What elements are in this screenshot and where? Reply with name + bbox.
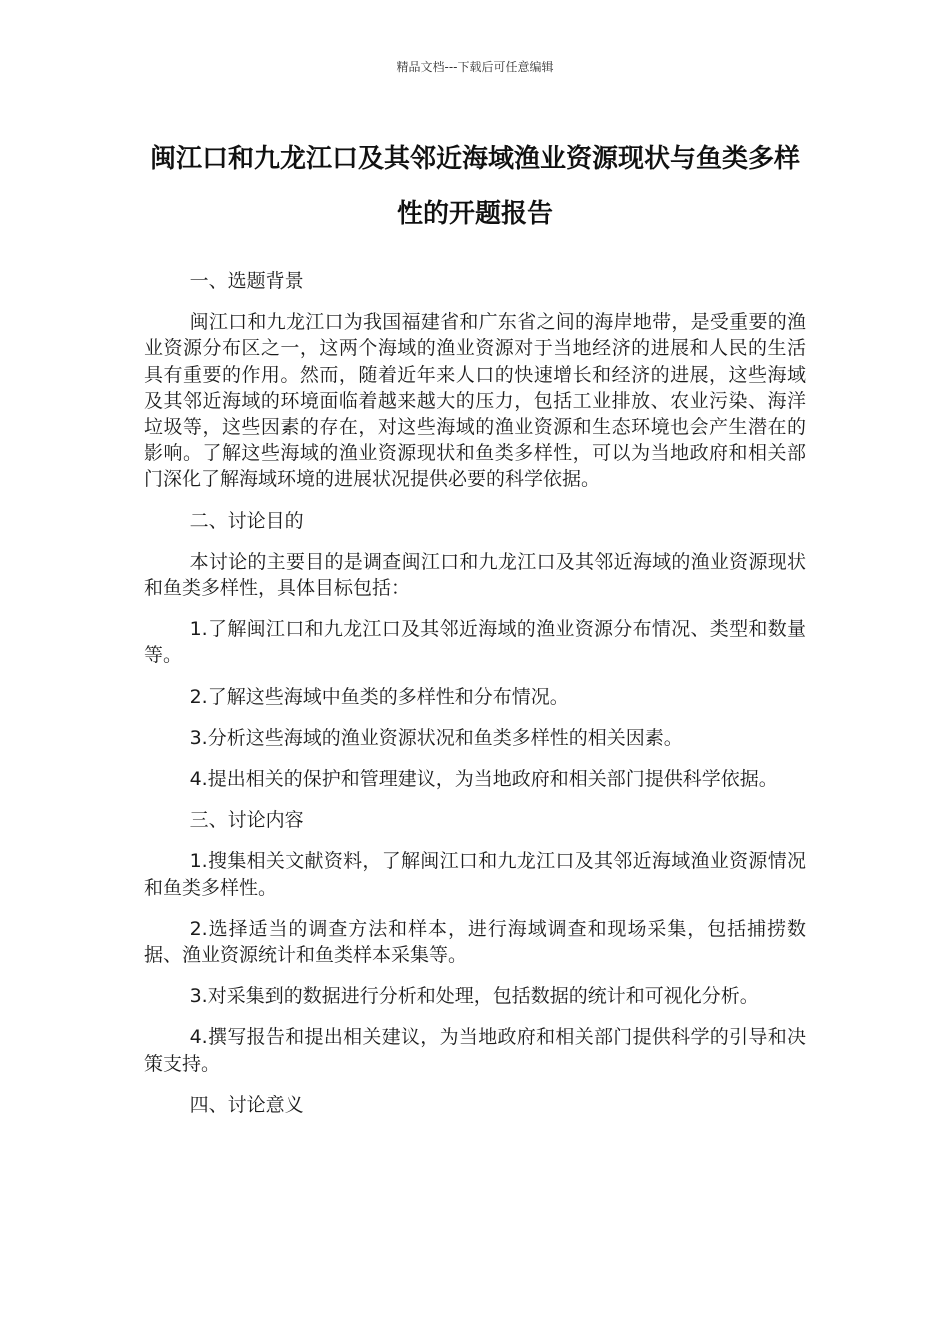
section-heading-content: 三、讨论内容 [189,809,304,832]
purpose-item-2: 2.了解这些海域中鱼类的多样性和分布情况。 [189,685,569,708]
paragraph-background: 闽江口和九龙江口为我国福建省和广东省之间的海岸地带，是受重要的渔业资源分布区之一，这两个海域的渔业资源对于当地经济的进展和人民的生活具有重要的作用。然而，随着近年来人口的快速增长和经济的进展，这些海域及其邻近海域的环境面临着越来越大的压力，包括工业排放、农业污染、海洋垃圾等，这些因素的存在，对这些海域的渔业资源和生态环境也会产生潜在的影响。了解这些海域的渔业资源现状和鱼类多样性，可以为当地政府和相关部门深化了解海域环境的进展状况提供必要的科学依据。 [144,311,806,491]
section-heading-significance: 四、讨论意义 [189,1093,304,1116]
content-item-3: 3.对采集到的数据进行分析和处理，包括数据的统计和可视化分析。 [189,985,759,1008]
content-item-1: 1.搜集相关文献资料，了解闽江口和九龙江口及其邻近海域渔业资源情况和鱼类多样性。 [144,850,806,899]
document-body [144,268,806,1133]
document-title: 闽江口和九龙江口及其邻近海域渔业资源现状与鱼类多样性的开题报告 [149,144,800,229]
purpose-item-1: 1.了解闽江口和九龙江口及其邻近海域的渔业资源分布情况、类型和数量等。 [144,618,806,667]
page-header-watermark: 精品文档---下载后可任意编辑 [396,60,554,74]
paragraph-purpose-intro: 本讨论的主要目的是调查闽江口和九龙江口及其邻近海域的渔业资源现状和鱼类多样性，具体目标包括： [144,550,806,600]
section-heading-background: 一、选题背景 [189,270,304,292]
content-item-2: 2.选择适当的调查方法和样本，进行海域调查和现场采集，包括捕捞数据、渔业资源统计和鱼类样本采集等。 [144,917,806,967]
purpose-item-3: 3.分析这些海域的渔业资源状况和鱼类多样性的相关因素。 [189,726,683,749]
purpose-item-4: 4.提出相关的保护和管理建议，为当地政府和相关部门提供科学依据。 [189,768,778,791]
content-item-4: 4.撰写报告和提出相关建议，为当地政府和相关部门提供科学的引导和决策支持。 [144,1026,806,1075]
section-heading-purpose: 二、讨论目的 [189,509,304,532]
